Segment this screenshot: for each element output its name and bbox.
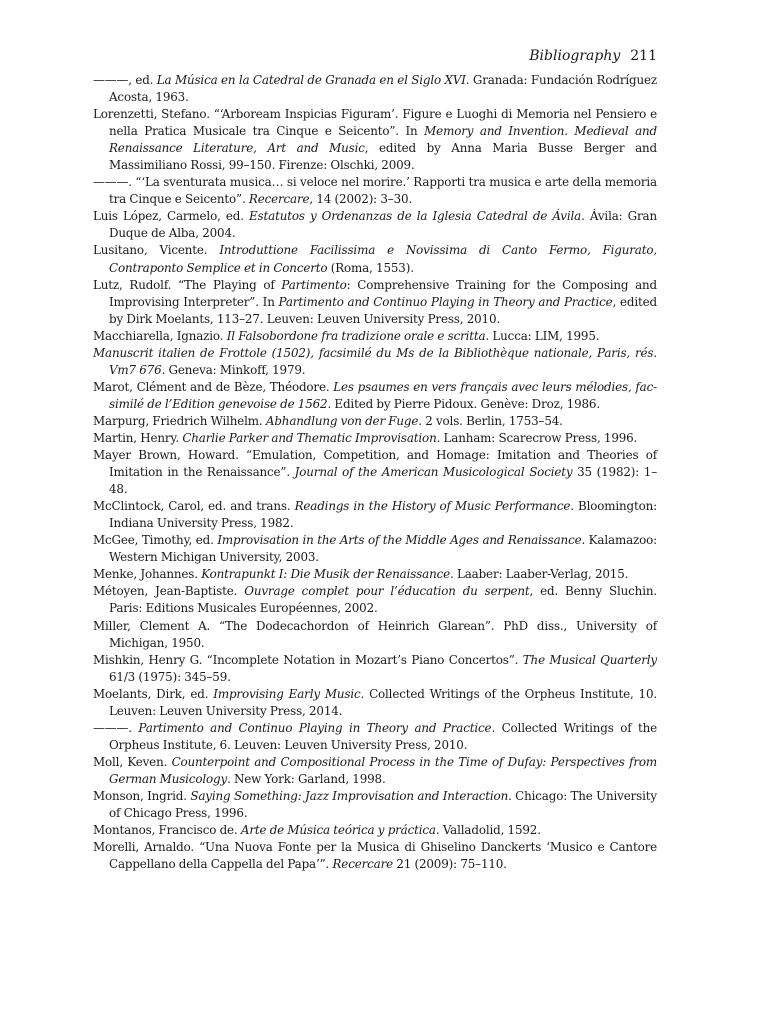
entry-title-italic: Counterpoint and Compositional Process in the Time of Dufay: Perspectives from German Musicology	[109, 754, 657, 786]
entry-text: Lutz, Rudolf. “The Playing of	[93, 277, 282, 292]
entry-text: ———, ed.	[93, 73, 157, 87]
entry-text: . Lanham: Scarecrow Press, 1996.	[436, 430, 638, 445]
bibliography-entry	[93, 328, 657, 345]
entry-text: . Bloomington: Indiana University Press, 1982.	[109, 499, 657, 531]
entry-text: : Comprehensive Training for the Composing and Improvising Interpreter”. In	[109, 277, 658, 309]
bibliography-entry	[93, 447, 657, 498]
entry-text: Menke, Johannes.	[93, 567, 202, 582]
entry-title-italic: Partimento	[281, 277, 347, 292]
entry-title-italic: The Musical Quarterly	[522, 652, 657, 667]
entry-text: . Collected Writings of the Orpheus Institute, 10. Leuven: Leuven University Press, 2014.	[109, 686, 657, 718]
entry-text: . Laaber: Laaber-Verlag, 2015.	[450, 567, 629, 582]
bibliography-entry	[93, 788, 657, 822]
entry-text: . Valladolid, 1592.	[435, 823, 541, 838]
entry-text: ———.	[93, 720, 139, 735]
entry-text: Morelli, Arnaldo. “Una Nuova Fonte per la Musica di Ghiselino Danckerts ‘Musico e Cantore Cappellano della Cappella del Papa’”.	[93, 840, 657, 872]
entry-text: McGee, Timothy, ed.	[93, 533, 218, 548]
bibliography-entry	[93, 822, 657, 839]
bibliography-entry	[93, 566, 657, 583]
entry-text: , ed. Benny Sluchin. Paris: Editions Musicales Européennes, 2002.	[109, 584, 657, 616]
entry-text: , 14 (2002): 3–30.	[309, 192, 413, 207]
entry-title-italic: Partimento and Continuo Playing in Theory and Practice	[138, 720, 492, 735]
entry-text: . Collected Writings of the Orpheus Institute, 6. Leuven: Leuven University Press, 2010.	[109, 720, 657, 752]
entry-text: Monson, Ingrid.	[93, 788, 191, 803]
entry-title-italic: Memory and Invention. Medieval and Renaissance Literature, Art and Music	[109, 124, 657, 156]
entry-text: . Geneva: Minkoff, 1979.	[161, 362, 306, 377]
entry-text: . New York: Garland, 1998.	[227, 771, 386, 786]
bibliography-entry	[93, 72, 657, 106]
bibliography-entry	[93, 652, 657, 686]
entry-text: , edited by Dirk Moelants, 113–27. Leuven: Leuven University Press, 2010.	[109, 294, 657, 326]
entry-title-italic: Abhandlung von der Fuge	[265, 413, 419, 428]
entry-title-italic: Improvisation in the Arts of the Middle Ages and Renaissance	[217, 533, 582, 548]
entry-text: , edited by Anna Maria Busse Berger and Massimiliano Rossi, 99–150. Firenze: Olschki, 2009.	[109, 141, 657, 173]
bibliography-entry	[93, 413, 657, 430]
bibliography-entry	[93, 498, 657, 532]
bibliography-entry	[93, 379, 657, 413]
bibliography-entry	[93, 208, 657, 242]
entry-text: Luis López, Carmelo, ed.	[93, 209, 250, 224]
bibliography-entry	[93, 345, 657, 379]
bibliography-entry	[93, 174, 657, 208]
bibliography-entry	[93, 686, 657, 720]
bibliography-entry	[93, 277, 657, 328]
entry-text: 61/3 (1975): 345–59.	[109, 669, 231, 684]
entry-text: Moelants, Dirk, ed.	[93, 686, 214, 701]
bibliography-entry	[93, 242, 657, 276]
bibliography-entry	[93, 532, 657, 566]
entry-text: Mayer Brown, Howard. “Emulation, Competition, and Homage: Imitation and Theories of Imitation in the Renaissance”.	[93, 448, 657, 480]
entry-text: . Granada: Fundación Rodríguez Acosta, 1963.	[109, 73, 657, 105]
bibliography-entry	[93, 754, 657, 788]
entry-title-italic: Charlie Parker and Thematic Improvisation	[182, 430, 437, 445]
entry-title-italic: Journal of the American Musicological Society	[294, 465, 573, 480]
entry-text: McClintock, Carol, ed. and trans.	[93, 499, 295, 514]
entry-text: Lorenzetti, Stefano. “‘Arboream Inspicias Figuram’. Figure e Luoghi di Memoria nel Pensiero e nella Pratica Musicale tra Cinque e Seicento”. In	[93, 107, 657, 139]
running-head-title: Bibliography	[529, 48, 621, 64]
entry-title-italic: Kontrapunkt I: Die Musik der Renaissance	[201, 567, 451, 582]
bibliography-entry	[93, 720, 657, 754]
entry-title-italic: Improvising Early Music	[213, 686, 361, 701]
entry-title-italic: Les psaumes en vers français avec leurs mélodies, fac-similé de l’Edition genevoise de 1562	[109, 379, 657, 411]
bibliography-entry	[93, 106, 657, 174]
entry-title-italic: Partimento and Continuo Playing in Theory and Practice	[278, 294, 613, 309]
bibliography-list	[93, 72, 657, 873]
entry-title-italic: La Música en la Catedral de Granada en el Siglo XVI	[156, 73, 466, 87]
page-number: 211	[630, 48, 657, 64]
entry-title-italic: Estatutos y Ordenanzas de la Iglesia Catedral de Ávila	[249, 209, 582, 224]
entry-text: . Edited by Pierre Pidoux. Genève: Droz, 1986.	[327, 396, 600, 411]
entry-title-italic: Saying Something: Jazz Improvisation and Interaction	[190, 788, 509, 803]
entry-text: Marot, Clément and de Bèze, Théodore.	[93, 379, 334, 394]
entry-text: Métoyen, Jean-Baptiste.	[93, 584, 245, 599]
entry-title-italic: Introduttione Facilissima e Novissima di Canto Fermo, Figurato, Contraponto Semplice et in Concerto	[109, 243, 657, 275]
entry-text: 35 (1982): 1–48.	[109, 465, 658, 497]
entry-title-italic: Readings in the History of Music Performance	[294, 499, 571, 514]
entry-text: . 2 vols. Berlin, 1753–54.	[418, 413, 563, 428]
entry-title-italic: Arte de Música teórica y práctica	[240, 823, 436, 838]
entry-text: Mishkin, Henry G. “Incomplete Notation in Mozart’s Piano Concertos”.	[93, 652, 523, 667]
entry-text: Martin, Henry.	[93, 430, 183, 445]
bibliography-entry	[93, 583, 657, 617]
entry-text: 21 (2009): 75–110.	[393, 857, 507, 872]
entry-text: ———. “‘La sventurata musica… si veloce nel morire.’ Rapporti tra musica e arte della memoria tra Cinque e Seicento”.	[93, 175, 657, 207]
entry-text: Marpurg, Friedrich Wilhelm.	[93, 413, 266, 428]
entry-title-italic: Il Falsobordone fra tradizione orale e scritta	[226, 328, 486, 343]
entry-title-italic: Manuscrit italien de Frottole (1502), facsimilé du Ms de la Bibliothèque nationale, Paris, rés. Vm7 676	[93, 345, 657, 377]
entry-text: . Chicago: The University of Chicago Press, 1996.	[109, 788, 657, 821]
entry-text: Miller, Clement A. “The Dodecachordon of Heinrich Glarean”. PhD diss., University of Michigan, 1950.	[93, 618, 657, 650]
entry-text: . Ávila: Gran Duque de Alba, 2004.	[109, 209, 658, 241]
entry-text: (Roma, 1553).	[327, 260, 414, 275]
entry-title-italic: Ouvrage complet pour l’éducation du serpent	[244, 584, 530, 599]
entry-title-italic: Recercare	[248, 192, 310, 207]
entry-title-italic: Recercare	[332, 857, 393, 872]
running-head	[93, 46, 657, 66]
bibliography-entry	[93, 839, 657, 873]
bibliography-page	[93, 46, 657, 873]
entry-text: . Kalamazoo: Western Michigan University, 2003.	[109, 533, 657, 565]
bibliography-entry	[93, 618, 657, 652]
entry-text: . Lucca: LIM, 1995.	[485, 328, 600, 343]
bibliography-entry	[93, 430, 657, 447]
entry-text: Lusitano, Vicente.	[93, 243, 220, 258]
entry-text: Moll, Keven.	[93, 754, 172, 769]
entry-text: Macchiarella, Ignazio.	[93, 328, 227, 343]
entry-text: Montanos, Francisco de.	[93, 823, 241, 838]
